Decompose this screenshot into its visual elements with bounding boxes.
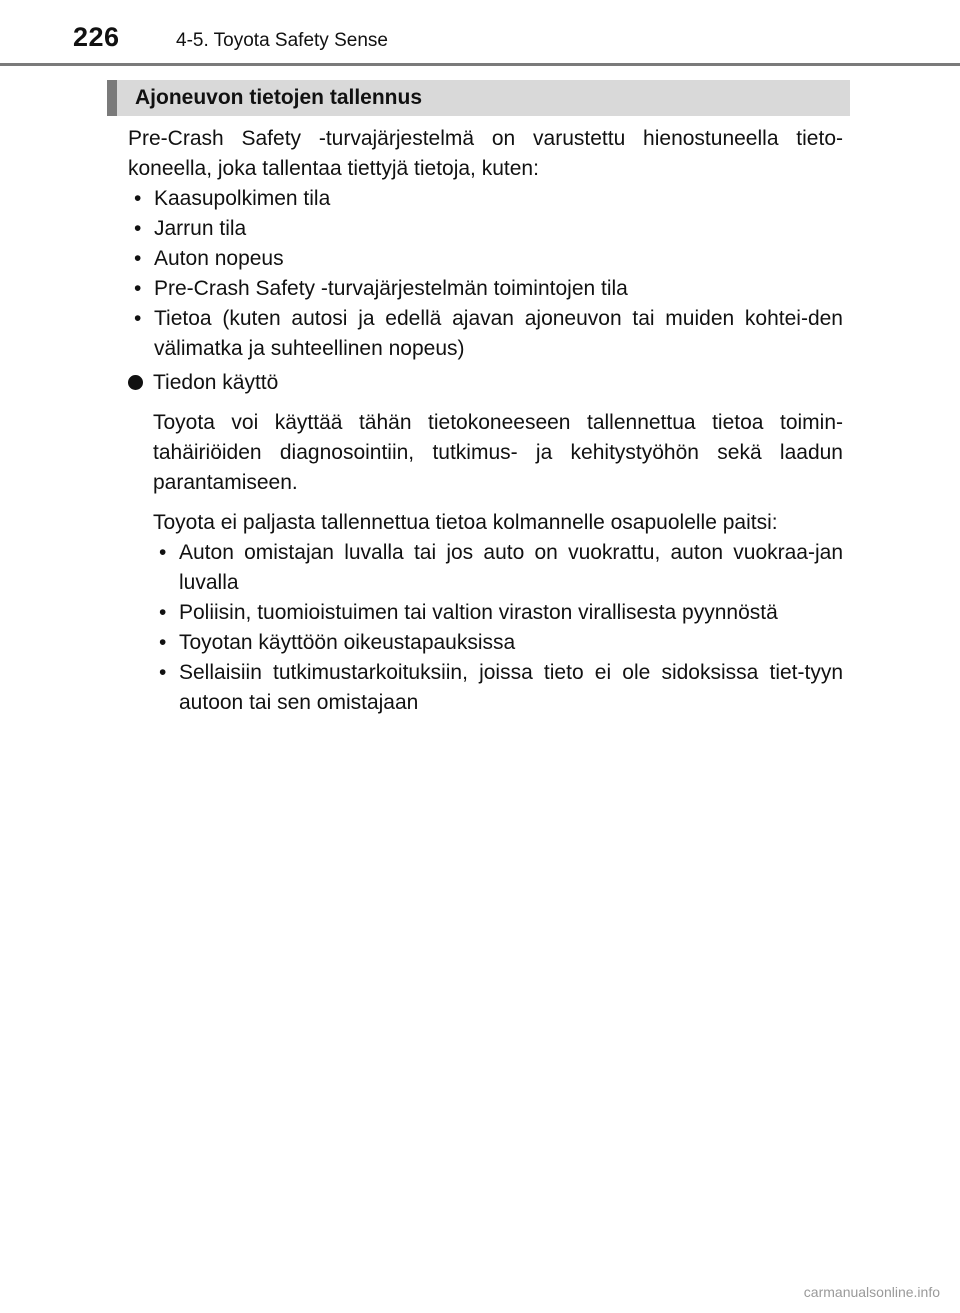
list-item: • Pre-Crash Safety -turvajärjestelmän toimintojen tila [128, 274, 843, 304]
main-content [128, 124, 843, 718]
list-item: • Kaasupolkimen tila [128, 184, 843, 214]
header-divider [0, 63, 960, 66]
list-item: • Sellaisiin tutkimustarkoituksiin, joissa tieto ei ole sidoksissa tiet-tyyn autoon tai sen omistajaan [153, 658, 843, 718]
recorded-data-list [128, 184, 843, 364]
list-item: • Poliisin, tuomioistuimen tai valtion viraston virallisesta pyynnöstä [153, 598, 843, 628]
page-number: 226 [73, 22, 120, 52]
watermark: carmanualsonline.info [803, 1284, 940, 1300]
usage-body [153, 408, 843, 718]
usage-paragraph-2: Toyota ei paljasta tallennettua tietoa kolmannelle osapuolelle paitsi: [153, 511, 778, 534]
list-item: • Jarrun tila [128, 214, 843, 244]
section-heading-bar [107, 80, 850, 116]
usage-paragraph-1: Toyota voi käyttää tähän tietokoneeseen tallennettua tietoa toimin-tahäiriöiden diagnosointiin, tutkimus- ja kehitystyöhön sekä laadun parantamiseen. [153, 411, 843, 494]
list-item: • Auton omistajan luvalla tai jos auto on vuokrattu, auton vuokraa-jan luvalla [153, 538, 843, 598]
bullet-dot-icon [128, 375, 143, 390]
chapter-title: 4-5. Toyota Safety Sense [176, 30, 388, 51]
section-title: Ajoneuvon tietojen tallennus [135, 86, 423, 109]
usage-heading [128, 368, 843, 398]
list-item: • Auton nopeus [128, 244, 843, 274]
disclosure-list [153, 538, 843, 718]
list-item: • Toyotan käyttöön oikeustapauksissa [153, 628, 843, 658]
intro-paragraph: Pre-Crash Safety -turvajärjestelmä on varustettu hienostuneella tieto-koneella, joka tallentaa tiettyjä tietoja, kuten: [128, 127, 843, 180]
list-item: • Tietoa (kuten autosi ja edellä ajavan ajoneuvon tai muiden kohtei-den välimatka ja suhteellinen nopeus) [128, 304, 843, 364]
usage-heading-text: Tiedon käyttö [153, 371, 279, 394]
